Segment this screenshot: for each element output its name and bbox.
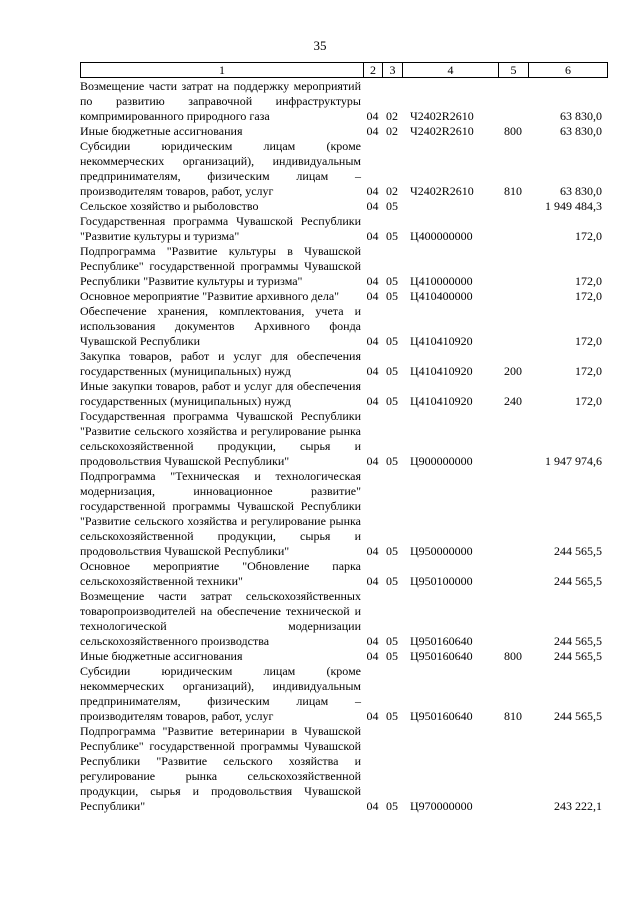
- row-amount: 1 947 974,6: [545, 454, 602, 468]
- row-name: Иные бюджетные ассигнования: [80, 649, 243, 663]
- row-target-code: Ц950100000: [410, 574, 473, 588]
- table-row: [80, 379, 606, 409]
- row-section: 04: [366, 124, 379, 138]
- row-name: Основное мероприятие "Развитие архивного дела": [80, 289, 340, 303]
- row-amount: 172,0: [575, 364, 602, 378]
- row-subsection: 05: [386, 289, 398, 303]
- row-section: 04: [366, 709, 379, 723]
- row-section: 04: [366, 109, 379, 123]
- row-subsection: 02: [386, 124, 398, 138]
- table-row: [80, 649, 606, 664]
- table-row: [80, 589, 606, 649]
- row-section: 04: [366, 574, 379, 588]
- page-number: 35: [313, 38, 327, 53]
- header-col-6: 6: [565, 63, 571, 77]
- row-section: 04: [366, 394, 379, 408]
- row-subsection: 05: [386, 454, 398, 468]
- row-section: 04: [366, 184, 379, 198]
- row-amount: 244 565,5: [554, 574, 602, 588]
- row-expense-type: 800: [504, 124, 522, 138]
- row-amount: 243 222,1: [554, 799, 602, 813]
- row-expense-type: 810: [504, 184, 522, 198]
- row-section: 04: [366, 289, 379, 303]
- row-target-code: Ц900000000: [410, 454, 473, 468]
- table-row: [80, 664, 606, 724]
- row-amount: 63 830,0: [560, 184, 602, 198]
- row-name: Подпрограмма "Техническая и технологическая модернизация, инновационное развитие" государственной программы Чувашской Республики "Развитие сельского хозяйства и регулирование рынка сельскохозяйственной продукции, сырья и продовольствия Чувашской Республики": [80, 469, 361, 558]
- row-target-code: Ц400000000: [410, 229, 473, 243]
- row-target-code: Ц970000000: [410, 799, 473, 813]
- header-col-3: 3: [383, 63, 403, 77]
- row-amount: 244 565,5: [554, 649, 602, 663]
- row-section: 04: [366, 799, 379, 813]
- row-amount: 63 830,0: [560, 124, 602, 138]
- row-amount: 1 949 484,3: [545, 199, 602, 213]
- row-name: Субсидии юридическим лицам (кроме некоммерческих организаций), индивидуальным предпринимателям, физическим лицам – производителям товаров, работ, услуг: [80, 664, 361, 723]
- row-amount: 172,0: [575, 394, 602, 408]
- row-section: 04: [366, 334, 379, 348]
- row-name: Закупка товаров, работ и услуг для обеспечения государственных (муниципальных) нужд: [80, 349, 361, 378]
- row-subsection: 05: [386, 199, 398, 213]
- row-subsection: 05: [386, 574, 398, 588]
- row-subsection: 05: [386, 229, 398, 243]
- table-row: [80, 409, 606, 469]
- table-row: [80, 244, 606, 289]
- row-subsection: 05: [386, 544, 398, 558]
- row-name: Возмещение части затрат сельскохозяйственных товаропроизводителей на обеспечение технической и технологической модернизации сельскохозяйственного производства: [80, 589, 361, 648]
- row-subsection: 05: [386, 274, 398, 288]
- row-name: Основное мероприятие "Обновление парка сельскохозяйственной техники": [80, 559, 361, 588]
- row-subsection: 02: [386, 109, 398, 123]
- row-subsection: 05: [386, 394, 398, 408]
- table-row: [80, 199, 606, 214]
- row-amount: 63 830,0: [560, 109, 602, 123]
- row-target-code: Ц410000000: [410, 274, 473, 288]
- table-row: [80, 349, 606, 379]
- table-row: [80, 79, 606, 124]
- row-name: Подпрограмма "Развитие культуры в Чувашской Республике" государственной программы Чувашской Республики "Развитие культуры и туризма": [80, 244, 361, 288]
- header-col-2: 2: [364, 63, 383, 77]
- table-row: [80, 214, 606, 244]
- row-name: Иные бюджетные ассигнования: [80, 124, 243, 138]
- row-name: Субсидии юридическим лицам (кроме некоммерческих организаций), индивидуальным предпринимателям, физическим лицам – производителям товаров, работ, услуг: [80, 139, 361, 198]
- row-amount: 244 565,5: [554, 709, 602, 723]
- table-header: [80, 62, 608, 78]
- row-section: 04: [366, 544, 379, 558]
- row-subsection: 05: [386, 709, 398, 723]
- row-name: Государственная программа Чувашской Республики "Развитие сельского хозяйства и регулирование рынка сельскохозяйственной продукции, сырья и продовольствия Чувашской Республики": [80, 409, 361, 468]
- row-target-code: Ц950000000: [410, 544, 473, 558]
- row-target-code: Ц950160640: [410, 649, 473, 663]
- table-row: [80, 304, 606, 349]
- row-target-code: Ч2402R2610: [410, 184, 474, 198]
- row-target-code: Ц410410920: [410, 394, 473, 408]
- row-name: Обеспечение хранения, комплектования, учета и использования документов Архивного фонда Чувашской Республики: [80, 304, 361, 348]
- table-row: [80, 124, 606, 139]
- row-expense-type: 810: [504, 709, 522, 723]
- row-name: Сельское хозяйство и рыболовство: [80, 199, 259, 213]
- row-target-code: Ц410400000: [410, 289, 473, 303]
- row-subsection: 05: [386, 334, 398, 348]
- row-subsection: 05: [386, 799, 398, 813]
- row-name: Государственная программа Чувашской Республики "Развитие культуры и туризма": [80, 214, 361, 243]
- table-row: [80, 289, 606, 304]
- row-subsection: 05: [386, 634, 398, 648]
- row-section: 04: [366, 229, 379, 243]
- row-subsection: 02: [386, 184, 398, 198]
- header-col-1: 1: [81, 63, 364, 77]
- row-target-code: Ц410410920: [410, 364, 473, 378]
- row-section: 04: [366, 274, 379, 288]
- row-target-code: Ч2402R2610: [410, 109, 474, 123]
- row-section: 04: [366, 199, 379, 213]
- row-expense-type: 200: [504, 364, 522, 378]
- row-name: Возмещение части затрат на поддержку мероприятий по развитию заправочной инфраструктуры компримированного природного газа: [80, 79, 361, 123]
- header-col-5: 5: [499, 63, 529, 77]
- row-target-code: Ч2402R2610: [410, 124, 474, 138]
- row-subsection: 05: [386, 649, 398, 663]
- row-amount: 244 565,5: [554, 544, 602, 558]
- row-amount: 172,0: [575, 274, 602, 288]
- header-col-4: 4: [403, 63, 499, 77]
- row-amount: 172,0: [575, 334, 602, 348]
- table-row: [80, 559, 606, 589]
- row-target-code: Ц950160640: [410, 634, 473, 648]
- table-row: [80, 139, 606, 199]
- row-section: 04: [366, 634, 379, 648]
- row-expense-type: 240: [504, 394, 522, 408]
- row-subsection: 05: [386, 364, 398, 378]
- row-section: 04: [366, 454, 379, 468]
- table-row: [80, 724, 606, 814]
- row-amount: 244 565,5: [554, 634, 602, 648]
- row-expense-type: 800: [504, 649, 522, 663]
- row-name: Иные закупки товаров, работ и услуг для обеспечения государственных (муниципальных) нужд: [80, 379, 361, 408]
- row-section: 04: [366, 364, 379, 378]
- row-name: Подпрограмма "Развитие ветеринарии в Чувашской Республике" государственной программы Чувашской Республики "Развитие сельского хозяйства и регулирование рынка сельскохозяйственной продукции, сырья и продовольствия Чувашской Республики": [80, 724, 361, 813]
- row-target-code: Ц950160640: [410, 709, 473, 723]
- row-section: 04: [366, 649, 379, 663]
- row-target-code: Ц410410920: [410, 334, 473, 348]
- table-body: [80, 79, 606, 814]
- table-row: [80, 469, 606, 559]
- row-amount: 172,0: [575, 289, 602, 303]
- row-amount: 172,0: [575, 229, 602, 243]
